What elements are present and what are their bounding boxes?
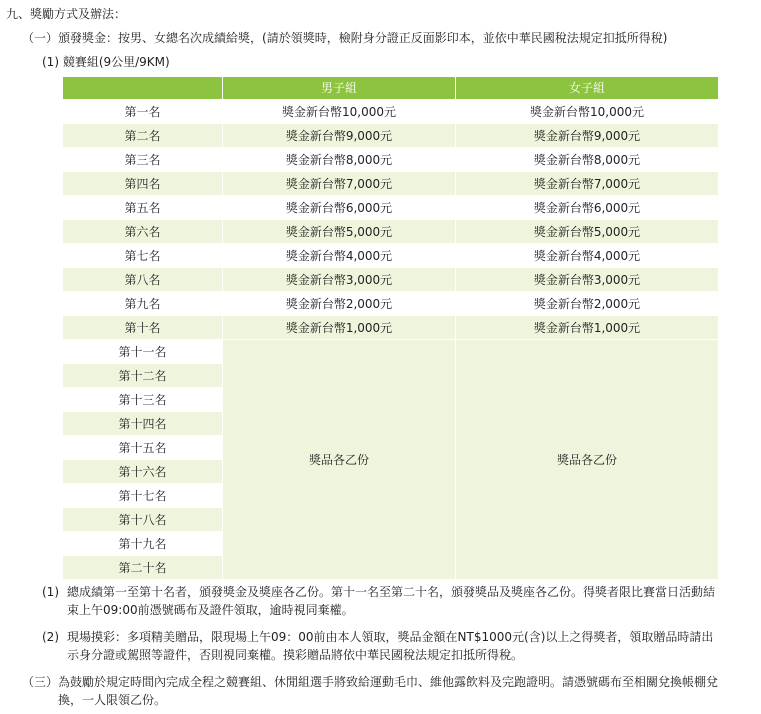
female-prize-cell: 獎金新台幣1,000元 (456, 316, 719, 340)
rank-cell: 第十二名 (63, 364, 223, 388)
item-three-finisher-gift (22, 673, 742, 709)
rank-cell: 第一名 (63, 100, 223, 124)
male-prize-cell: 獎金新台幣4,000元 (223, 244, 456, 268)
male-prize-cell: 獎金新台幣10,000元 (223, 100, 456, 124)
rank-cell: 第六名 (63, 220, 223, 244)
female-prize-cell: 獎金新台幣5,000元 (456, 220, 719, 244)
note-two-text: 現場摸彩：多項精美贈品，限現場上午09：00前由本人領取，獎品金額在NT$1000元(含)以上之得獎者，領取贈品時請出示身分證或駕照等證件，否則視同棄權。摸彩贈品將依中華民國稅法規定扣抵所得稅。 (67, 630, 714, 662)
female-prize-cell: 獎金新台幣8,000元 (456, 148, 719, 172)
table-row (63, 172, 719, 196)
rank-cell: 第九名 (63, 292, 223, 316)
table-row (63, 244, 719, 268)
item-three-number: （三） (22, 675, 59, 689)
item-one-number: （一） (22, 31, 59, 45)
female-prize-cell: 獎金新台幣7,000元 (456, 172, 719, 196)
male-prize-cell: 獎金新台幣8,000元 (223, 148, 456, 172)
male-prize-cell: 獎金新台幣6,000元 (223, 196, 456, 220)
rank-cell: 第五名 (63, 196, 223, 220)
header-blank (63, 77, 223, 100)
section-heading: 九、獎勵方式及辦法： (6, 7, 127, 21)
note-two (42, 628, 722, 664)
table-row (63, 220, 719, 244)
table-row (63, 340, 719, 364)
table-row (63, 292, 719, 316)
male-prize-cell: 獎金新台幣1,000元 (223, 316, 456, 340)
note-one-text: 總成績第一至第十名者，頒發獎金及獎座各乙份。第十一名至第二十名，頒發獎品及獎座各乙份。得獎者限比賽當日活動結束上午09:00前憑號碼布及證件領取，逾時視同棄權。 (67, 585, 716, 617)
rank-cell: 第四名 (63, 172, 223, 196)
male-lower-prize-cell: 獎品各乙份 (223, 340, 456, 580)
rank-cell: 第二名 (63, 124, 223, 148)
rank-cell: 第十五名 (63, 436, 223, 460)
female-lower-prize-cell: 獎品各乙份 (456, 340, 719, 580)
rank-cell: 第八名 (63, 268, 223, 292)
header-female: 女子組 (456, 77, 719, 100)
competition-group-subtitle: (1) 競賽組(9公里/9KM) (42, 55, 170, 69)
note-one-number: (1) (42, 585, 59, 599)
table-row (63, 100, 719, 124)
male-prize-cell: 獎金新台幣5,000元 (223, 220, 456, 244)
rank-cell: 第三名 (63, 148, 223, 172)
note-two-number: (2) (42, 630, 59, 644)
female-prize-cell: 獎金新台幣2,000元 (456, 292, 719, 316)
table-row (63, 196, 719, 220)
male-prize-cell: 獎金新台幣2,000元 (223, 292, 456, 316)
male-prize-cell: 獎金新台幣9,000元 (223, 124, 456, 148)
rank-cell: 第七名 (63, 244, 223, 268)
item-one-text: 頒發獎金：按男、女總名次成績給獎，(請於領獎時，檢附身分證正反面影印本，並依中華民國稅法規定扣抵所得稅) (58, 31, 668, 45)
female-prize-cell: 獎金新台幣9,000元 (456, 124, 719, 148)
note-one (42, 583, 722, 619)
rank-cell: 第十名 (63, 316, 223, 340)
male-prize-cell: 獎金新台幣7,000元 (223, 172, 456, 196)
rank-cell: 第二十名 (63, 556, 223, 580)
rank-cell: 第十九名 (63, 532, 223, 556)
table-row (63, 124, 719, 148)
rank-cell: 第十七名 (63, 484, 223, 508)
rank-cell: 第十一名 (63, 340, 223, 364)
table-row (63, 148, 719, 172)
prize-table (62, 76, 719, 580)
item-three-text: 為鼓勵於規定時間內完成全程之競賽組、休閒組選手將致給運動毛巾、維他露飲料及完跑證明。請憑號碼布至相關兌換帳棚兌換，一人限領乙份。 (58, 675, 719, 707)
item-one-prize-money (22, 30, 667, 46)
female-prize-cell: 獎金新台幣3,000元 (456, 268, 719, 292)
header-male: 男子組 (223, 77, 456, 100)
female-prize-cell: 獎金新台幣6,000元 (456, 196, 719, 220)
rank-cell: 第十八名 (63, 508, 223, 532)
table-row (63, 316, 719, 340)
rank-cell: 第十三名 (63, 388, 223, 412)
female-prize-cell: 獎金新台幣4,000元 (456, 244, 719, 268)
rank-cell: 第十四名 (63, 412, 223, 436)
table-row (63, 268, 719, 292)
male-prize-cell: 獎金新台幣3,000元 (223, 268, 456, 292)
table-header-row (63, 77, 719, 100)
female-prize-cell: 獎金新台幣10,000元 (456, 100, 719, 124)
rank-cell: 第十六名 (63, 460, 223, 484)
